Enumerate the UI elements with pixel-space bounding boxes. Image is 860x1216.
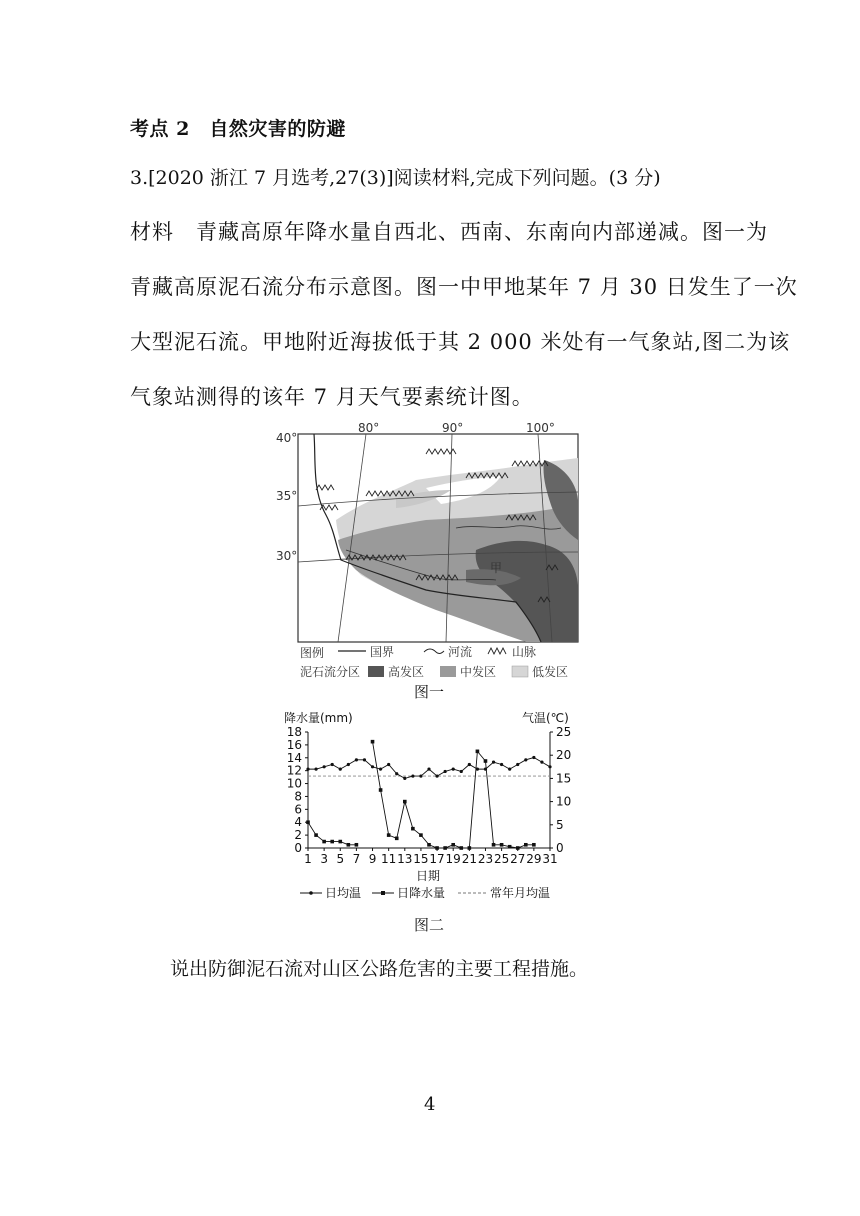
y-right-tick-label: 10 (556, 794, 572, 809)
daily-precip-point (403, 800, 407, 804)
daily-precip-point (435, 846, 439, 850)
daily-precip-point (314, 833, 318, 837)
daily-precip-point (395, 837, 399, 841)
question-prompt: 说出防御泥石流对山区公路危害的主要工程措施。 (170, 958, 589, 980)
page-number: 4 (424, 1094, 436, 1115)
daily-temp-point (363, 758, 366, 761)
x-tick-label: 9 (368, 852, 377, 866)
daily-temp-point (516, 763, 519, 766)
daily-precip-point (355, 843, 359, 847)
y-left-tick-label: 6 (294, 802, 302, 817)
y-right-label: 气温(℃) (522, 711, 569, 725)
daily-temp-point (532, 756, 535, 759)
daily-precip-point (500, 843, 504, 847)
y-left-label: 降水量(mm) (284, 711, 353, 725)
material-line-2: 青藏高原泥石流分布示意图。图一中甲地某年 7 月 30 日发生了一次 (130, 275, 798, 299)
x-tick-label: 29 (526, 852, 542, 866)
daily-precip-point (459, 846, 463, 850)
daily-temp-point (314, 768, 317, 771)
legend-square-precip (381, 891, 385, 895)
daily-precip-point (322, 840, 326, 844)
y-left-tick-label: 10 (286, 776, 302, 791)
daily-temp-point (347, 763, 350, 766)
low-zone-swatch (512, 666, 528, 677)
legend-normal-temp: 常年月均温 (490, 886, 551, 900)
x-tick-label: 7 (352, 852, 361, 866)
daily-precip-point (347, 843, 351, 847)
daily-temp-point (395, 772, 398, 775)
river-legend-symbol (424, 649, 444, 654)
x-tick-label: 13 (397, 852, 413, 866)
daily-precip-point (468, 846, 472, 850)
x-tick-label: 3 (320, 852, 328, 866)
daily-temp-point (371, 765, 374, 768)
high-zone-swatch (368, 666, 384, 677)
material-line-4: 气象站测得的该年 7 月天气要素统计图。 (130, 385, 534, 409)
lon-label-80: 80° (358, 421, 380, 435)
legend-daily-precip: 日降水量 (397, 886, 446, 900)
daily-precip-point (492, 843, 496, 847)
daily-precip-point (387, 833, 391, 837)
daily-precip-point (306, 820, 310, 824)
daily-temp-point (411, 774, 414, 777)
daily-precip-point (371, 740, 375, 744)
legend-mid-zone: 中发区 (460, 665, 497, 679)
legend-border: 国界 (370, 645, 395, 659)
daily-temp-point (331, 763, 334, 766)
daily-precip-point (451, 843, 455, 847)
legend-dot-temp (309, 891, 313, 895)
daily-temp-point (460, 770, 463, 773)
debris-flow-map (276, 420, 586, 680)
x-tick-label: 11 (381, 852, 397, 866)
daily-precip-point (484, 759, 488, 763)
daily-precip-point (524, 843, 528, 847)
daily-temp-point (435, 774, 438, 777)
y-left-tick-label: 4 (294, 815, 302, 830)
y-right-tick-label: 5 (556, 817, 564, 832)
daily-temp-point (339, 768, 342, 771)
legend-zone-title: 泥石流分区 (300, 665, 361, 679)
mountain-legend-symbol (488, 648, 506, 654)
daily-temp-point (500, 763, 503, 766)
y-right-tick-label: 0 (556, 841, 564, 855)
daily-temp-point (379, 768, 382, 771)
daily-temp-point (444, 770, 447, 773)
legend-title: 图例 (300, 646, 325, 660)
daily-temp-point (306, 768, 309, 771)
question-source-line: 3.[2020 浙江 7 月选考,27(3)]阅读材料,完成下列问题。(3 分) (130, 167, 661, 189)
weather-chart (278, 704, 588, 904)
x-tick-label: 27 (510, 852, 526, 866)
daily-temp-point (540, 761, 543, 764)
daily-precip-point (516, 846, 520, 850)
material-line-1: 材料 青藏高原年降水量自西北、西南、东南向内部递减。图一为 (130, 220, 768, 244)
daily-temp-point (419, 774, 422, 777)
daily-precip-point (508, 845, 512, 849)
daily-temp-point (323, 765, 326, 768)
x-tick-label: 19 (445, 852, 461, 866)
daily-precip-point (338, 840, 342, 844)
y-left-tick-label: 12 (286, 763, 302, 778)
daily-precip-point (476, 750, 480, 754)
daily-temp-point (387, 763, 390, 766)
daily-temp-point (508, 768, 511, 771)
section-heading: 考点 2 自然灾害的防避 (130, 118, 346, 140)
chart-legend (300, 885, 550, 900)
daily-precip-point (532, 843, 536, 847)
legend-mountain: 山脉 (512, 645, 537, 659)
x-tick-label: 25 (493, 852, 510, 866)
y-left-tick-label: 8 (294, 789, 302, 804)
y-right-tick-label: 20 (556, 748, 572, 763)
daily-temp-point (468, 763, 471, 766)
daily-temp-point (524, 758, 527, 761)
lat-label-35: 35° (276, 489, 298, 503)
daily-temp-point (355, 758, 358, 761)
figure1-caption: 图一 (414, 683, 445, 701)
daily-precip-point (330, 840, 334, 844)
y-left-tick-label: 2 (294, 828, 302, 843)
legend-river: 河流 (448, 645, 473, 659)
x-tick-label: 17 (429, 852, 445, 866)
lon-label-100: 100° (526, 421, 555, 435)
y-left-tick-label: 14 (286, 750, 302, 765)
daily-precip-point (411, 827, 415, 831)
x-tick-label: 21 (461, 852, 477, 866)
y-right-tick-label: 15 (556, 771, 572, 786)
daily-precip-point (419, 833, 423, 837)
legend-low-zone: 低发区 (532, 665, 569, 679)
y-left-tick-label: 0 (294, 841, 302, 855)
legend-daily-temp: 日均温 (325, 886, 362, 900)
figure2-caption: 图二 (414, 916, 445, 934)
x-tick-label: 1 (304, 852, 312, 866)
daily-precip-point (443, 846, 447, 850)
x-tick-label: 5 (336, 852, 345, 866)
lat-label-30: 30° (276, 549, 298, 563)
x-axis-label: 日期 (416, 869, 441, 883)
daily-temp-point (548, 765, 551, 768)
lat-label-40: 40° (276, 431, 298, 445)
mid-zone-swatch (440, 666, 456, 677)
daily-temp-point (403, 777, 406, 780)
daily-temp-point (492, 761, 495, 764)
x-tick-label: 31 (542, 852, 558, 866)
daily-temp-point (452, 768, 455, 771)
daily-temp-point (427, 768, 430, 771)
map-point-label: 甲 (490, 561, 503, 575)
y-left-tick-label: 16 (286, 737, 302, 752)
daily-precip-line (373, 742, 534, 848)
y-right-tick-label: 25 (556, 725, 572, 739)
daily-precip-point (427, 843, 431, 847)
daily-precip-point (379, 788, 383, 792)
y-left-tick-label: 18 (286, 725, 302, 739)
x-tick-label: 15 (413, 852, 429, 866)
legend-high-zone: 高发区 (388, 665, 425, 679)
x-tick-label: 23 (477, 852, 494, 866)
material-line-3: 大型泥石流。甲地附近海拔低于其 2 000 米处有一气象站,图二为该 (130, 330, 791, 354)
lon-label-90: 90° (442, 421, 464, 435)
